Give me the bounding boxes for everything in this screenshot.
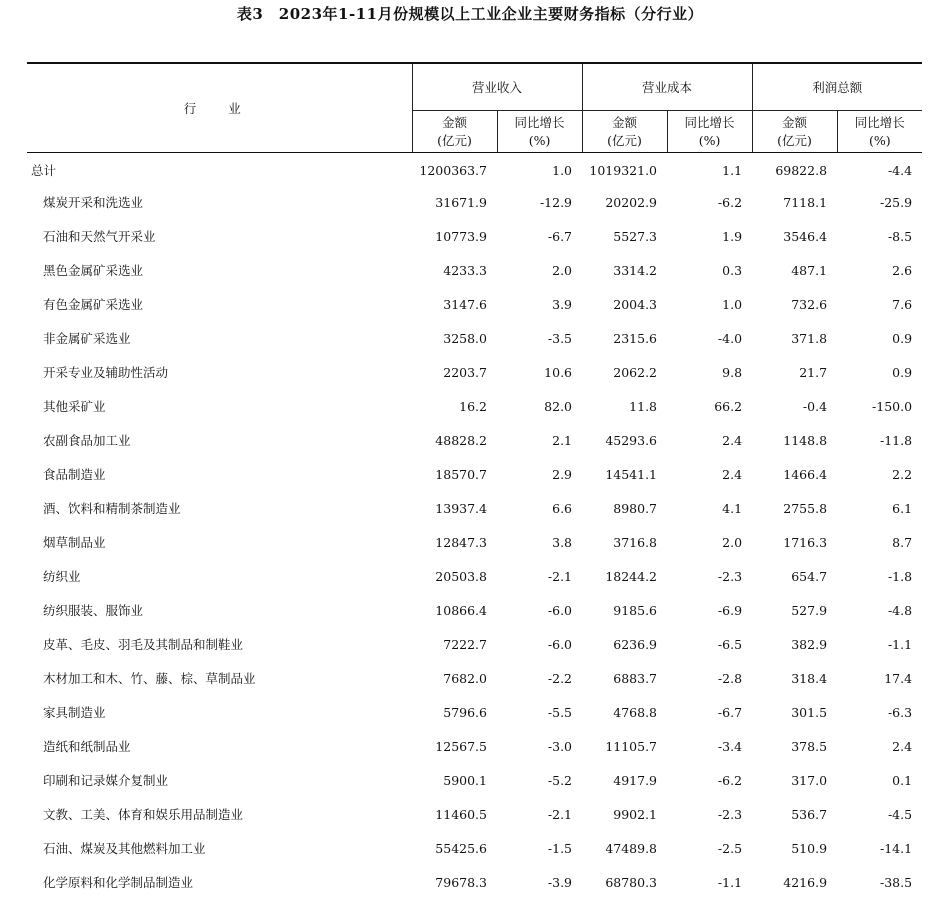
header-label: 金额 xyxy=(414,114,496,132)
value-cell: 487.1 xyxy=(752,253,837,287)
table-row xyxy=(27,457,922,491)
value-cell: 10.6 xyxy=(497,355,582,389)
value-cell: 0.3 xyxy=(667,253,752,287)
value-cell: 4216.9 xyxy=(752,865,837,899)
value-cell: 12567.5 xyxy=(412,729,497,763)
value-cell: 47489.8 xyxy=(582,831,667,865)
industry-name: 有色金属矿采选业 xyxy=(27,287,412,321)
value-cell: 7.6 xyxy=(837,287,922,321)
value-cell: 20202.9 xyxy=(582,185,667,219)
table-row xyxy=(27,253,922,287)
value-cell: 20503.8 xyxy=(412,559,497,593)
value-cell: -5.5 xyxy=(497,695,582,729)
value-cell: 2.4 xyxy=(667,423,752,457)
value-cell: 21.7 xyxy=(752,355,837,389)
header-unit: (%) xyxy=(669,132,751,150)
header-unit: (%) xyxy=(499,132,581,150)
value-cell: 1.1 xyxy=(667,153,752,186)
value-cell: -6.2 xyxy=(667,185,752,219)
industry-name: 皮革、毛皮、羽毛及其制品和制鞋业 xyxy=(27,627,412,661)
value-cell: 6.6 xyxy=(497,491,582,525)
value-cell: 510.9 xyxy=(752,831,837,865)
profit-growth-header xyxy=(837,111,922,153)
value-cell: 10773.9 xyxy=(412,219,497,253)
value-cell: -4.0 xyxy=(667,321,752,355)
table-body xyxy=(27,153,922,899)
value-cell: 1716.3 xyxy=(752,525,837,559)
industry-name: 文教、工美、体育和娱乐用品制造业 xyxy=(27,797,412,831)
value-cell: -2.3 xyxy=(667,797,752,831)
value-cell: -1.5 xyxy=(497,831,582,865)
value-cell: 3258.0 xyxy=(412,321,497,355)
value-cell: -6.0 xyxy=(497,627,582,661)
value-cell: 371.8 xyxy=(752,321,837,355)
value-cell: 9.8 xyxy=(667,355,752,389)
value-cell: 11105.7 xyxy=(582,729,667,763)
value-cell: -3.4 xyxy=(667,729,752,763)
value-cell: 6.1 xyxy=(837,491,922,525)
value-cell: 82.0 xyxy=(497,389,582,423)
table-row xyxy=(27,865,922,899)
industry-name: 农副食品加工业 xyxy=(27,423,412,457)
revenue-amount-header xyxy=(412,111,497,153)
table-row xyxy=(27,593,922,627)
value-cell: -3.0 xyxy=(497,729,582,763)
value-cell: 301.5 xyxy=(752,695,837,729)
revenue-group-header: 营业收入 xyxy=(412,63,582,111)
industry-name: 造纸和纸制品业 xyxy=(27,729,412,763)
value-cell: -4.4 xyxy=(837,153,922,186)
value-cell: 3716.8 xyxy=(582,525,667,559)
value-cell: 11460.5 xyxy=(412,797,497,831)
value-cell: -2.1 xyxy=(497,559,582,593)
value-cell: 5527.3 xyxy=(582,219,667,253)
table-row xyxy=(27,389,922,423)
profit-amount-header xyxy=(752,111,837,153)
value-cell: 0.9 xyxy=(837,321,922,355)
value-cell: 318.4 xyxy=(752,661,837,695)
table-row xyxy=(27,729,922,763)
header-label: 同比增长 xyxy=(839,114,922,132)
value-cell: -6.3 xyxy=(837,695,922,729)
value-cell: 0.9 xyxy=(837,355,922,389)
value-cell: 17.4 xyxy=(837,661,922,695)
table-row xyxy=(27,525,922,559)
industry-name: 黑色金属矿采选业 xyxy=(27,253,412,287)
table-row xyxy=(27,219,922,253)
value-cell: 7222.7 xyxy=(412,627,497,661)
value-cell: -6.5 xyxy=(667,627,752,661)
value-cell: 1.0 xyxy=(667,287,752,321)
table-row xyxy=(27,797,922,831)
value-cell: -11.8 xyxy=(837,423,922,457)
value-cell: -5.2 xyxy=(497,763,582,797)
value-cell: 7118.1 xyxy=(752,185,837,219)
value-cell: -3.9 xyxy=(497,865,582,899)
industry-name: 食品制造业 xyxy=(27,457,412,491)
table-row xyxy=(27,695,922,729)
value-cell: -2.5 xyxy=(667,831,752,865)
value-cell: -3.5 xyxy=(497,321,582,355)
financial-indicators-table xyxy=(27,62,922,899)
value-cell: 16.2 xyxy=(412,389,497,423)
value-cell: 14541.1 xyxy=(582,457,667,491)
value-cell: 6236.9 xyxy=(582,627,667,661)
table-row xyxy=(27,185,922,219)
value-cell: -2.2 xyxy=(497,661,582,695)
value-cell: -6.0 xyxy=(497,593,582,627)
value-cell: 378.5 xyxy=(752,729,837,763)
industry-name: 纺织业 xyxy=(27,559,412,593)
industry-name: 其他采矿业 xyxy=(27,389,412,423)
header-label: 金额 xyxy=(754,114,836,132)
value-cell: -6.9 xyxy=(667,593,752,627)
industry-name: 石油、煤炭及其他燃料加工业 xyxy=(27,831,412,865)
table-row xyxy=(27,355,922,389)
value-cell: 382.9 xyxy=(752,627,837,661)
value-cell: -38.5 xyxy=(837,865,922,899)
value-cell: -6.2 xyxy=(667,763,752,797)
value-cell: 3314.2 xyxy=(582,253,667,287)
value-cell: 6883.7 xyxy=(582,661,667,695)
value-cell: -6.7 xyxy=(497,219,582,253)
industry-name: 纺织服装、服饰业 xyxy=(27,593,412,627)
industry-name: 总计 xyxy=(27,153,412,186)
value-cell: 2.0 xyxy=(497,253,582,287)
industry-name: 家具制造业 xyxy=(27,695,412,729)
value-cell: 654.7 xyxy=(752,559,837,593)
industry-name: 煤炭开采和洗选业 xyxy=(27,185,412,219)
header-unit: (%) xyxy=(839,132,922,150)
cost-group-header: 营业成本 xyxy=(582,63,752,111)
value-cell: -2.3 xyxy=(667,559,752,593)
value-cell: 1466.4 xyxy=(752,457,837,491)
value-cell: -150.0 xyxy=(837,389,922,423)
value-cell: 3.9 xyxy=(497,287,582,321)
value-cell: 2315.6 xyxy=(582,321,667,355)
table-row xyxy=(27,423,922,457)
value-cell: 9185.6 xyxy=(582,593,667,627)
value-cell: -25.9 xyxy=(837,185,922,219)
value-cell: 69822.8 xyxy=(752,153,837,186)
value-cell: 48828.2 xyxy=(412,423,497,457)
value-cell: 68780.3 xyxy=(582,865,667,899)
table-row xyxy=(27,661,922,695)
header-label: 同比增长 xyxy=(669,114,751,132)
value-cell: 1200363.7 xyxy=(412,153,497,186)
industry-name: 烟草制品业 xyxy=(27,525,412,559)
value-cell: 732.6 xyxy=(752,287,837,321)
value-cell: -4.8 xyxy=(837,593,922,627)
header-unit: (亿元) xyxy=(584,132,666,150)
value-cell: 45293.6 xyxy=(582,423,667,457)
value-cell: 2062.2 xyxy=(582,355,667,389)
value-cell: 55425.6 xyxy=(412,831,497,865)
value-cell: 527.9 xyxy=(752,593,837,627)
value-cell: 4.1 xyxy=(667,491,752,525)
header-unit: (亿元) xyxy=(754,132,836,150)
value-cell: 4768.8 xyxy=(582,695,667,729)
header-label: 金额 xyxy=(584,114,666,132)
value-cell: 317.0 xyxy=(752,763,837,797)
value-cell: 0.1 xyxy=(837,763,922,797)
value-cell: 3.8 xyxy=(497,525,582,559)
value-cell: 2.4 xyxy=(667,457,752,491)
value-cell: 10866.4 xyxy=(412,593,497,627)
value-cell: 13937.4 xyxy=(412,491,497,525)
header-unit: (亿元) xyxy=(414,132,496,150)
table-row xyxy=(27,627,922,661)
value-cell: 1.0 xyxy=(497,153,582,186)
value-cell: 2.4 xyxy=(837,729,922,763)
industry-name: 化学原料和化学制品制造业 xyxy=(27,865,412,899)
industry-name: 印刷和记录媒介复制业 xyxy=(27,763,412,797)
value-cell: -1.1 xyxy=(667,865,752,899)
value-cell: 536.7 xyxy=(752,797,837,831)
industry-name: 非金属矿采选业 xyxy=(27,321,412,355)
industry-name: 木材加工和木、竹、藤、棕、草制品业 xyxy=(27,661,412,695)
value-cell: 1148.8 xyxy=(752,423,837,457)
value-cell: -6.7 xyxy=(667,695,752,729)
revenue-growth-header xyxy=(497,111,582,153)
industry-header: 行 业 xyxy=(27,63,412,153)
value-cell: 2004.3 xyxy=(582,287,667,321)
value-cell: 1019321.0 xyxy=(582,153,667,186)
profit-group-header: 利润总额 xyxy=(752,63,922,111)
header-label: 同比增长 xyxy=(499,114,581,132)
table-row xyxy=(27,559,922,593)
value-cell: 4917.9 xyxy=(582,763,667,797)
cost-growth-header xyxy=(667,111,752,153)
value-cell: 18570.7 xyxy=(412,457,497,491)
value-cell: -14.1 xyxy=(837,831,922,865)
value-cell: -1.8 xyxy=(837,559,922,593)
table-row xyxy=(27,831,922,865)
value-cell: 8980.7 xyxy=(582,491,667,525)
value-cell: 2.6 xyxy=(837,253,922,287)
value-cell: 2.0 xyxy=(667,525,752,559)
value-cell: 5900.1 xyxy=(412,763,497,797)
value-cell: 3147.6 xyxy=(412,287,497,321)
table-row xyxy=(27,321,922,355)
cost-amount-header xyxy=(582,111,667,153)
value-cell: 8.7 xyxy=(837,525,922,559)
value-cell: -1.1 xyxy=(837,627,922,661)
industry-name: 开采专业及辅助性活动 xyxy=(27,355,412,389)
value-cell: -2.1 xyxy=(497,797,582,831)
table-row xyxy=(27,763,922,797)
value-cell: -12.9 xyxy=(497,185,582,219)
value-cell: 11.8 xyxy=(582,389,667,423)
value-cell: 9902.1 xyxy=(582,797,667,831)
industry-name: 石油和天然气开采业 xyxy=(27,219,412,253)
value-cell: 7682.0 xyxy=(412,661,497,695)
value-cell: 18244.2 xyxy=(582,559,667,593)
value-cell: -2.8 xyxy=(667,661,752,695)
value-cell: 5796.6 xyxy=(412,695,497,729)
value-cell: 2203.7 xyxy=(412,355,497,389)
table-row xyxy=(27,491,922,525)
table-title: 表3 2023年1-11月份规模以上工业企业主要财务指标（分行业） xyxy=(0,3,940,24)
value-cell: 4233.3 xyxy=(412,253,497,287)
value-cell: 2755.8 xyxy=(752,491,837,525)
value-cell: 12847.3 xyxy=(412,525,497,559)
value-cell: 1.9 xyxy=(667,219,752,253)
value-cell: -4.5 xyxy=(837,797,922,831)
table-row xyxy=(27,153,922,186)
value-cell: 66.2 xyxy=(667,389,752,423)
value-cell: -8.5 xyxy=(837,219,922,253)
value-cell: 2.2 xyxy=(837,457,922,491)
table-row xyxy=(27,287,922,321)
value-cell: 3546.4 xyxy=(752,219,837,253)
value-cell: -0.4 xyxy=(752,389,837,423)
value-cell: 2.9 xyxy=(497,457,582,491)
value-cell: 2.1 xyxy=(497,423,582,457)
value-cell: 79678.3 xyxy=(412,865,497,899)
industry-name: 酒、饮料和精制茶制造业 xyxy=(27,491,412,525)
value-cell: 31671.9 xyxy=(412,185,497,219)
